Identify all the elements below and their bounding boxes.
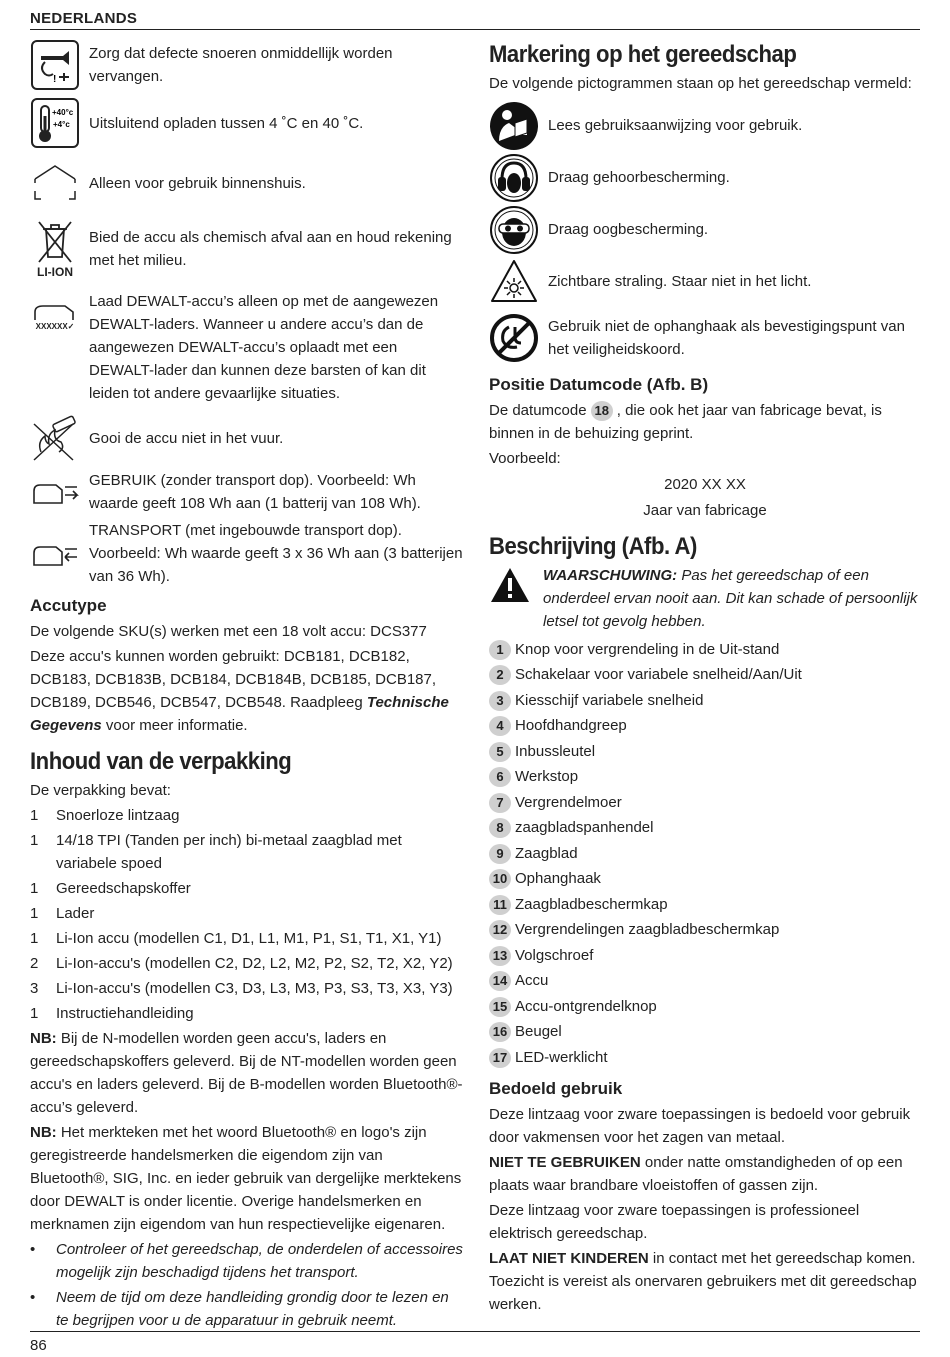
symbol-text: GEBRUIK (zonder transport dop). Voorbeeld: Wh waarde geeft 108 Wh aan (1 batterij van 108 Wh).: [89, 472, 421, 512]
symbol-text: Bied de accu als chemisch afval aan en houd rekening met het milieu.: [89, 229, 452, 269]
list-item: 1 Snoerloze lintzaag: [30, 807, 180, 824]
beschrijving-heading: Beschrijving (Afb. A): [489, 533, 697, 560]
symbol-row: [30, 40, 465, 90]
symbol-row: [30, 413, 465, 463]
list-item: 9 Zaagblad: [489, 841, 921, 867]
datumcode-example-code: 2020 XX XX: [664, 476, 746, 493]
list-item: 1 14/18 TPI (Tanden per inch) bi-metaal zaagblad met variabele spoed: [30, 832, 402, 872]
list-item: 12 Vergrendelingen zaagbladbeschermkap: [489, 918, 921, 944]
technical-data-ref: Technische Gegevens: [30, 694, 449, 734]
bedoeld-p4: LAAT NIET KINDEREN in contact met het gereedschap komen. Toezicht is vereist als onervaren gebruikers met dit gereedschap werken.: [489, 1249, 917, 1313]
accutype-p1: De volgende SKU(s) werken met een 18 volt accu: DCS377: [30, 623, 427, 640]
svg-text:!: !: [53, 74, 57, 85]
symbol-text: Gooi de accu niet in het vuur.: [89, 429, 284, 447]
read-manual-icon: [489, 101, 539, 151]
list-item: 1 Knop voor vergrendeling in de Uit-stand: [489, 637, 921, 663]
list-item: 3 Kiesschijf variabele snelheid: [489, 688, 921, 714]
symbol-text: Draag oogbescherming.: [548, 220, 709, 238]
symbol-row: [489, 153, 921, 203]
no-fire-icon: [30, 413, 80, 463]
bedoeld-p1: Deze lintzaag voor zware toepassingen is bedoeld voor gebruik door vakmensen voor het zagen van metaal.: [489, 1105, 911, 1146]
bedoeld-p2: NIET TE GEBRUIKEN onder natte omstandigheden of op een plaats waar brandbare vloeistoffen of gassen zijn.: [489, 1153, 903, 1194]
svg-text:+4°c: +4°c: [53, 120, 70, 129]
inhoud-heading: Inhoud van de verpakking: [30, 748, 292, 775]
battery-use-icon: [30, 467, 80, 517]
recycle-bin-icon: [30, 218, 80, 280]
bedoeld-p3: Deze lintzaag voor zware toepassingen is professioneel elektrisch gereedschap.: [489, 1201, 860, 1242]
list-item: 1 Li-Ion accu (modellen C1, D1, L1, M1, P1, S1, T1, X1, Y1): [30, 930, 442, 947]
list-item: 1 Gereedschapskoffer: [30, 880, 191, 897]
list-item: 17 LED-werklicht: [489, 1045, 921, 1071]
battery-charge-icon: [30, 294, 80, 340]
list-item: 5 Inbussleutel: [489, 739, 921, 765]
symbol-row: [489, 257, 921, 307]
list-item: 14 Accu: [489, 969, 921, 995]
footer-rule: [30, 1331, 920, 1332]
nb-note-1: NB: Bij de N-modellen worden geen accu's, laders en gereedschapskoffers geleverd. Bij de NT-modellen worden geen accu's en laders geleverd. Bij de B-modellen worden Bluetooth®-accu’s geleverd.: [30, 1030, 463, 1116]
list-item: 1 Instructiehandleiding: [30, 1005, 194, 1022]
ear-protection-icon: [489, 153, 539, 203]
list-item: 8 zaagbladspanhendel: [489, 816, 921, 842]
list-item: 2 Schakelaar voor variabele snelheid/Aan/Uit: [489, 663, 921, 689]
datumcode-example-caption: Jaar van fabricage: [643, 502, 767, 519]
list-item: 6 Werkstop: [489, 765, 921, 791]
symbol-row: [30, 467, 465, 517]
bullet-item: • Neem de tijd om deze handleiding grondig door te lezen en te begrijpen voor u de apparatuur in gebruik neemt.: [30, 1289, 449, 1329]
symbol-text: Alleen voor gebruik binnenshuis.: [89, 174, 306, 192]
left-column: [30, 40, 465, 1334]
cord-replace-icon: [30, 40, 80, 90]
svg-text:+40°c: +40°c: [52, 108, 74, 117]
symbol-row: [30, 519, 465, 588]
list-item: 10 Ophanghaak: [489, 867, 921, 893]
bullet-item: • Controleer of het gereedschap, de onderdelen of accessoires mogelijk zijn beschadigd tijdens het transport.: [30, 1241, 463, 1281]
page-number: 86: [30, 1337, 47, 1354]
datumcode-example-label: Voorbeeld:: [489, 450, 561, 467]
li-ion-label: LI-ION: [37, 265, 73, 279]
markering-heading: Markering op het gereedschap: [489, 41, 797, 68]
no-hook-anchor-icon: [489, 313, 539, 363]
symbol-text: TRANSPORT (met ingebouwde transport dop). Voorbeeld: Wh waarde geeft 3 x 36 Wh aan (3 batterijen van 36 Wh).: [89, 522, 463, 585]
markering-intro: De volgende pictogrammen staan op het gereedschap vermeld:: [489, 75, 912, 92]
callout-number: 18: [591, 401, 613, 421]
list-item: 3 Li-Ion-accu's (modellen C3, D3, L3, M3, P3, S3, T3, X3, Y3): [30, 980, 453, 997]
list-item: 15 Accu-ontgrendelknop: [489, 994, 921, 1020]
symbol-text: Zichtbare straling. Staar niet in het licht.: [548, 272, 812, 290]
symbol-text: Laad DEWALT-accu’s alleen op met de aangewezen DEWALT-laders. Wanneer u andere accu’s dan de aangewezen DEWALT-accu’s oplaadt met een DEWALT-lader dan kunnen deze barsten of kan dit leiden tot andere gevaarlijke situaties.: [89, 293, 439, 402]
nb-note-2: NB: Het merkteken met het woord Bluetooth® en logo's zijn geregistreerde handelsmerken die eigendom zijn van Bluetooth®, SIG, Inc. en ieder gebruik van dergelijke merktekens door DEWALT is onder licentie. Overige handelsmerken en merknamen zijn eigendom van hun respectievelijke eigenaren.: [30, 1124, 462, 1233]
symbol-text: Gebruik niet de ophanghaak als bevestigingspunt van het veiligheidskoord.: [548, 318, 905, 358]
symbol-text: Draag gehoorbescherming.: [548, 168, 730, 186]
inhoud-list: [30, 804, 465, 1025]
visible-radiation-icon: [489, 257, 539, 307]
list-item: 1 Lader: [30, 905, 95, 922]
warning-icon: [489, 564, 535, 633]
list-item: 4 Hoofdhandgreep: [489, 714, 921, 740]
warning-block: [489, 564, 921, 633]
right-column: [489, 40, 921, 1318]
warning-text: WAARSCHUWING: Pas het gereedschap of een onderdeel ervan nooit aan. Dit kan schade of persoonlijk letsel tot gevolg hebben.: [543, 567, 918, 630]
datumcode-text: De datumcode 18 , die ook het jaar van fabricage bevat, is binnen in de behuizing geprint.: [489, 402, 882, 442]
charge-label: XXXXXX✓: [35, 322, 75, 331]
language-header: NEDERLANDS: [30, 10, 138, 27]
eye-protection-icon: [489, 205, 539, 255]
symbol-row: [30, 158, 465, 208]
list-item: 2 Li-Ion-accu's (modellen C2, D2, L2, M2, P2, S2, T2, X2, Y2): [30, 955, 453, 972]
parts-list: [489, 637, 921, 1071]
symbol-row: [489, 205, 921, 255]
accutype-heading: Accutype: [30, 596, 107, 615]
symbol-row: [489, 313, 921, 363]
list-item: 16 Beugel: [489, 1020, 921, 1046]
symbol-text: Lees gebruiksaanwijzing voor gebruik.: [548, 116, 803, 134]
symbol-text: Uitsluitend opladen tussen 4 ˚C en 40 ˚C.: [89, 114, 364, 132]
temperature-icon: [30, 98, 80, 148]
accutype-p2: Deze accu's kunnen worden gebruikt: DCB181, DCB182, DCB183, DCB183B, DCB184, DCB184B, DCB185, DCB187, DCB189, DCB546, DCB547, DCB548. Raadpleeg Technische Gegevens voor meer informatie.: [30, 648, 449, 734]
house-icon: [30, 158, 80, 208]
header-rule: [30, 29, 920, 30]
datumcode-heading: Positie Datumcode (Afb. B): [489, 375, 709, 394]
bedoeld-heading: Bedoeld gebruik: [489, 1078, 623, 1098]
list-item: 13 Volgschroef: [489, 943, 921, 969]
symbol-text: Zorg dat defecte snoeren onmiddellijk worden vervangen.: [89, 45, 393, 85]
list-item: 11 Zaagbladbeschermkap: [489, 892, 921, 918]
symbol-row: [30, 98, 465, 148]
inhoud-intro: De verpakking bevat:: [30, 782, 171, 799]
battery-transport-icon: [30, 529, 80, 579]
symbol-row: [30, 218, 465, 280]
symbol-row: [30, 290, 465, 405]
list-item: 7 Vergrendelmoer: [489, 790, 921, 816]
symbol-row: [489, 101, 921, 151]
